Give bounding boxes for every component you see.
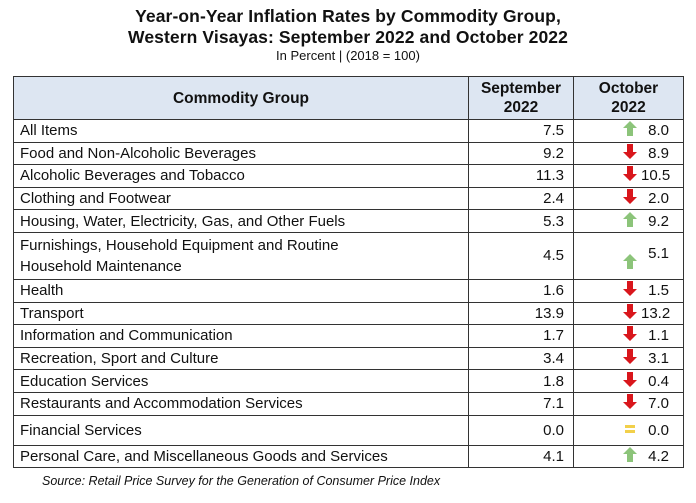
october-value: 9.2 [648,212,669,230]
october-value: 10.5 [641,167,671,185]
header-september-line1: September [480,80,562,97]
down-arrow-icon [623,144,637,163]
down-arrow-icon [623,166,637,185]
september-value: 11.3 [469,165,574,188]
september-value: 1.6 [469,279,574,302]
header-october [574,77,684,120]
header-september [469,77,574,120]
september-value: 3.4 [469,347,574,370]
october-cell [574,232,684,279]
commodity-name: Information and Communication [14,325,469,348]
october-value: 2.0 [648,190,669,208]
up-arrow-icon [623,121,637,140]
up-arrow-icon [623,254,637,273]
october-value: 3.1 [648,350,669,368]
september-value: 7.1 [469,392,574,415]
september-value: 9.2 [469,142,574,165]
october-cell [574,187,684,210]
table-row [14,302,684,325]
october-value: 13.2 [641,304,671,322]
header-september-line2: 2022 [503,99,539,116]
commodity-name: Clothing and Footwear [14,187,469,210]
october-cell [574,325,684,348]
table-row [14,325,684,348]
up-arrow-icon [623,447,637,466]
table-row [14,392,684,415]
september-value: 1.8 [469,370,574,393]
table-row [14,370,684,393]
september-value: 7.5 [469,120,574,143]
commodity-name: Alcoholic Beverages and Tobacco [14,165,469,188]
down-arrow-icon [623,372,637,391]
september-value: 1.7 [469,325,574,348]
table-row [14,165,684,188]
october-cell [574,445,684,468]
commodity-name [14,232,469,279]
october-cell [574,120,684,143]
commodity-name: Transport [14,302,469,325]
table-row [14,210,684,233]
table-row [14,415,684,445]
october-value: 1.5 [648,282,669,300]
down-arrow-icon [623,394,637,413]
commodity-name-line2: Household Maintenance [20,257,182,275]
september-value: 2.4 [469,187,574,210]
commodity-name: Health [14,279,469,302]
commodity-name: Education Services [14,370,469,393]
october-cell [574,279,684,302]
title-line-2: Western Visayas: September 2022 and October 2022 [128,27,568,47]
october-value: 4.2 [648,447,669,465]
october-value: 0.0 [648,421,669,439]
commodity-name-line1: Furnishings, Household Equipment and Routine [20,236,339,254]
down-arrow-icon [623,304,637,323]
up-arrow-icon [623,212,637,231]
commodity-name: Personal Care, and Miscellaneous Goods and Services [14,445,469,468]
header-october-line2: 2022 [611,99,646,116]
down-arrow-icon [623,281,637,300]
october-value: 0.4 [648,372,669,390]
october-cell [574,165,684,188]
october-cell [574,210,684,233]
october-cell [574,392,684,415]
october-cell [574,415,684,445]
header-october-line1: October [598,80,659,97]
header-commodity-group: Commodity Group [14,77,469,120]
commodity-name: Housing, Water, Electricity, Gas, and Other Fuels [14,210,469,233]
october-value: 1.1 [648,327,669,345]
table-row [14,347,684,370]
table-row [14,279,684,302]
september-value: 0.0 [469,415,574,445]
october-cell [574,347,684,370]
september-value: 5.3 [469,210,574,233]
down-arrow-icon [623,349,637,368]
down-arrow-icon [623,189,637,208]
commodity-name: Financial Services [14,415,469,445]
table-row [14,187,684,210]
october-value: 5.1 [648,245,669,263]
commodity-name: Recreation, Sport and Culture [14,347,469,370]
october-value: 7.0 [648,395,669,413]
october-cell [574,302,684,325]
september-value: 4.5 [469,232,574,279]
september-value: 4.1 [469,445,574,468]
commodity-name: Food and Non-Alcoholic Beverages [14,142,469,165]
october-cell [574,142,684,165]
october-value: 8.9 [648,144,669,162]
source-note: Source: Retail Price Survey for the Generation of Consumer Price Index [42,474,441,488]
title-line-1: Year-on-Year Inflation Rates by Commodity Group, [135,6,561,26]
table-row [14,445,684,468]
page-title [0,0,696,48]
commodity-name: All Items [14,120,469,143]
table-row [14,142,684,165]
equal-sign-icon [623,421,637,440]
table-row [14,120,684,143]
table-row [14,232,684,279]
september-value: 13.9 [469,302,574,325]
page-subtitle: In Percent | (2018 = 100) [276,48,420,63]
down-arrow-icon [623,326,637,345]
table-body [14,120,684,468]
commodity-name: Restaurants and Accommodation Services [14,392,469,415]
october-value: 8.0 [648,122,669,140]
table-header-row [14,77,684,120]
inflation-table [13,76,684,468]
october-cell [574,370,684,393]
